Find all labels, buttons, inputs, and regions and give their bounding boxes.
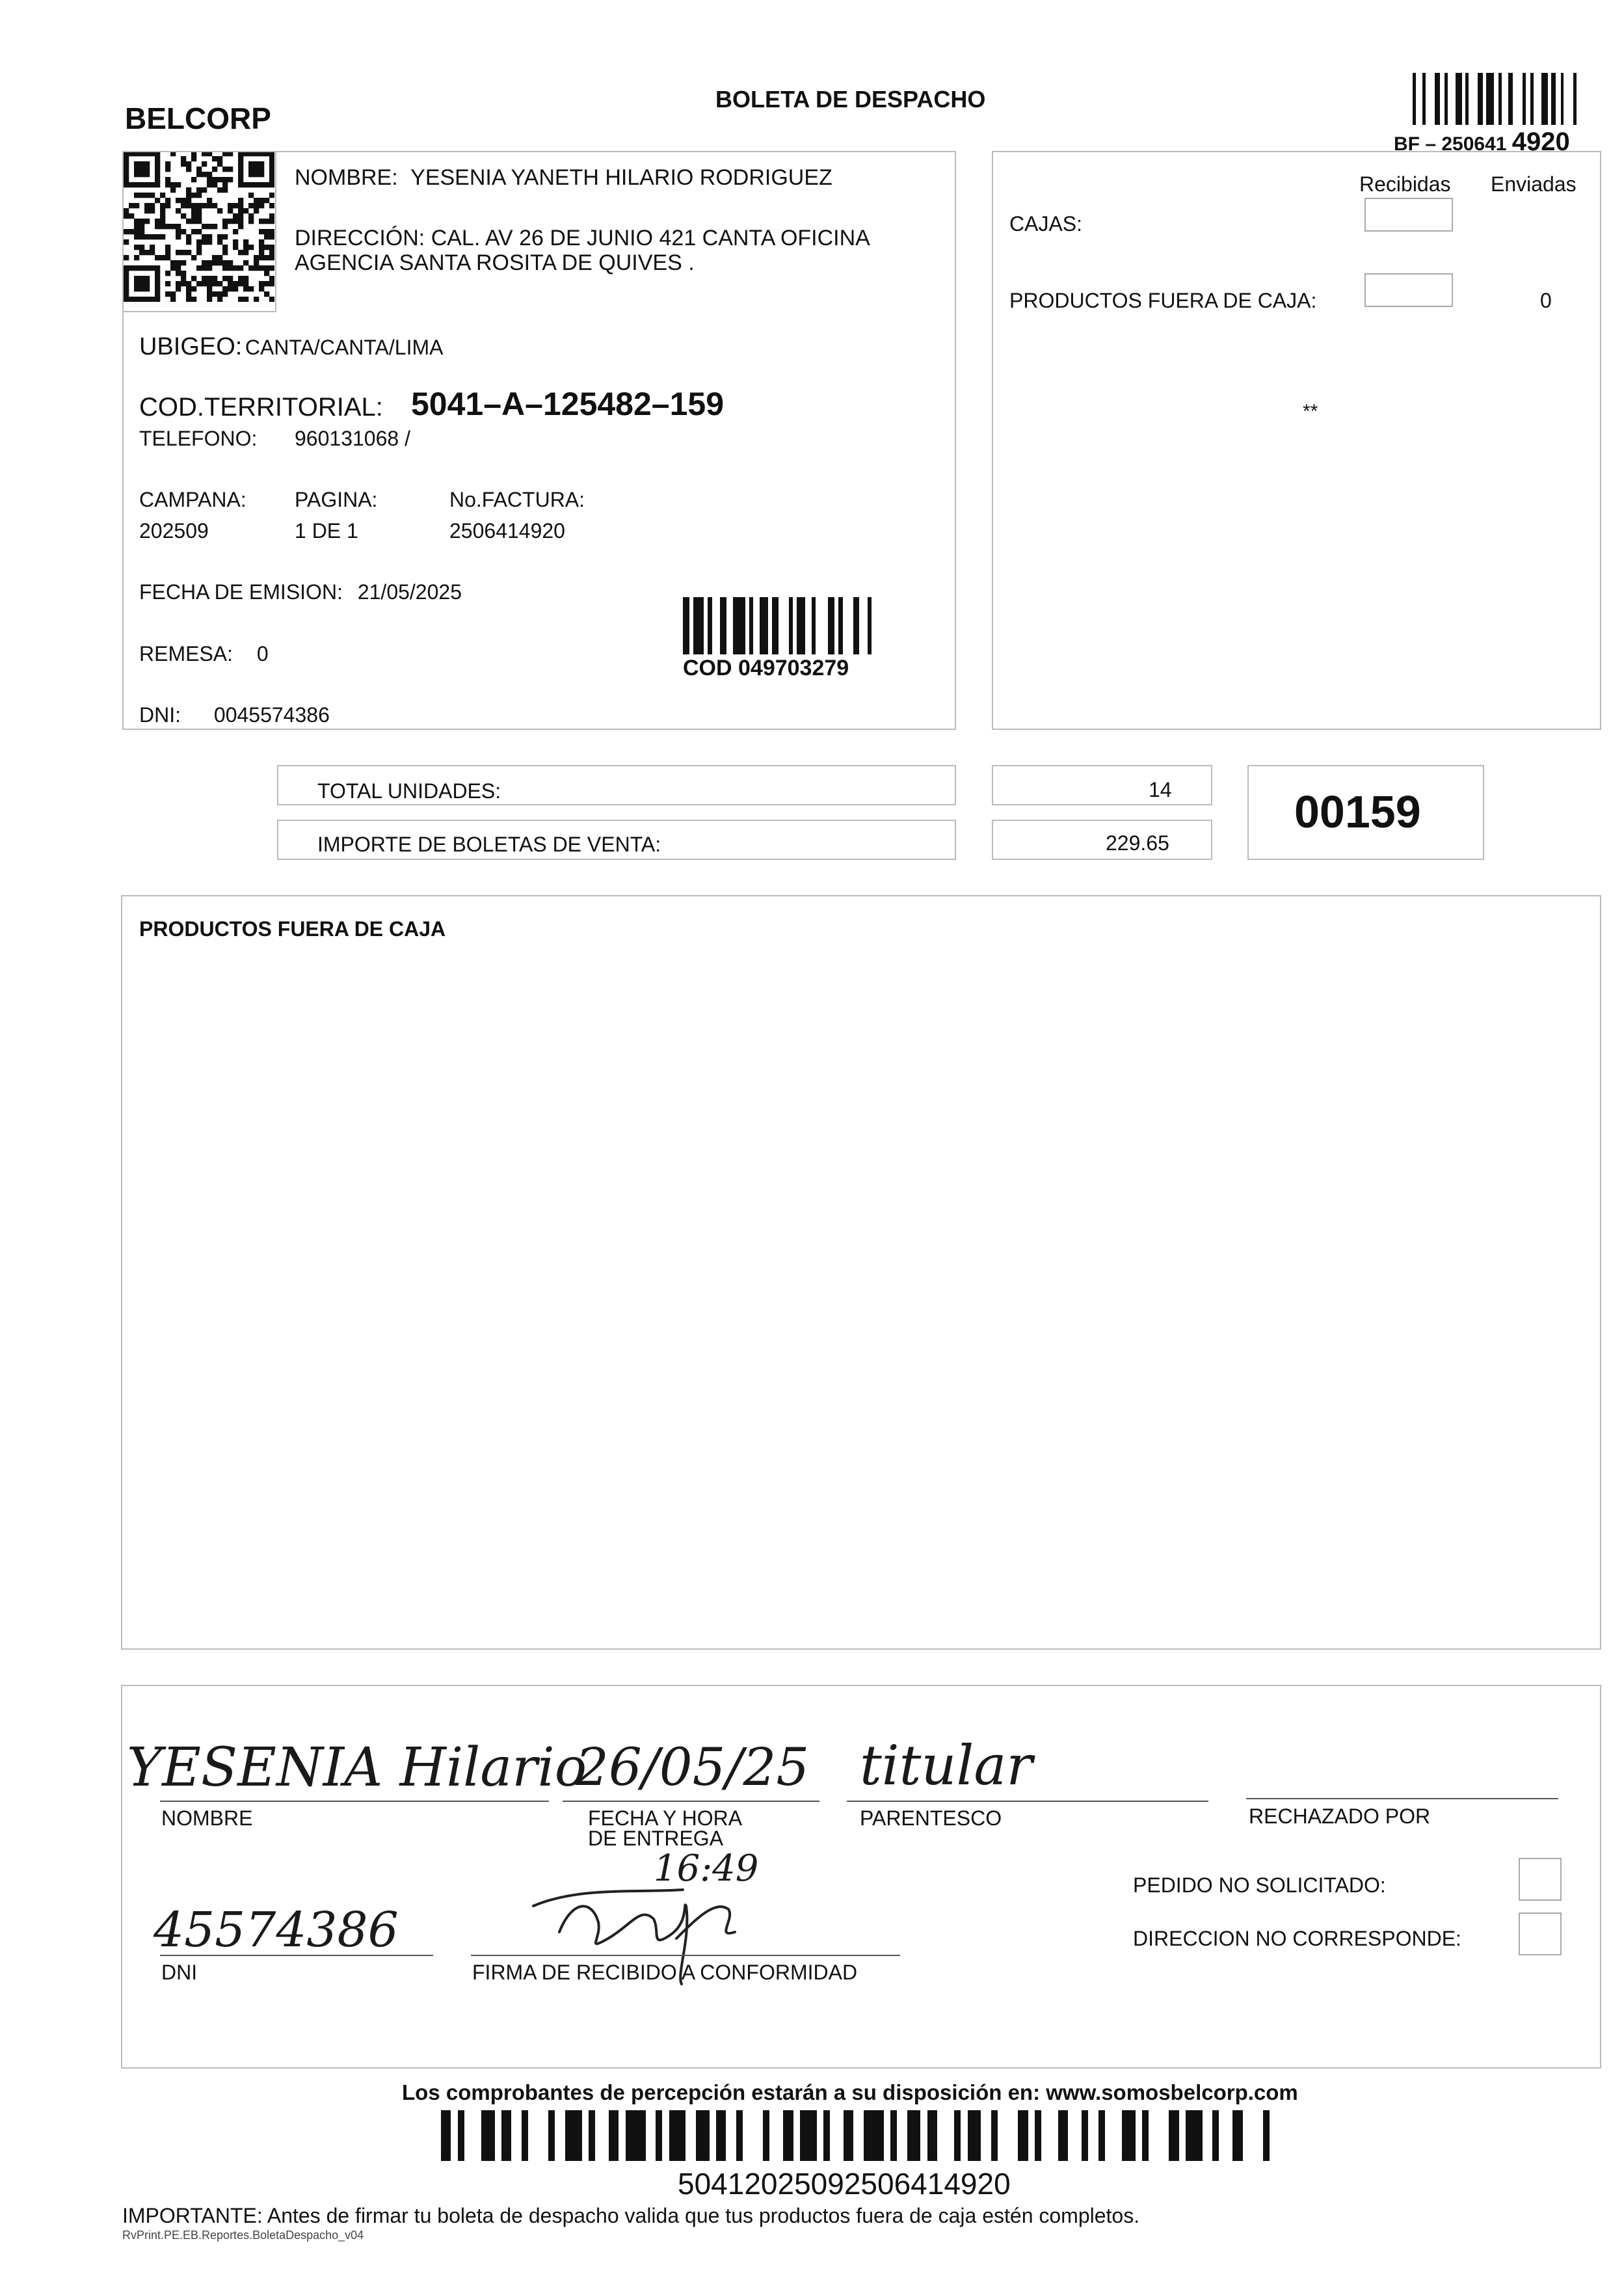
nombre-line — [160, 1801, 549, 1802]
dni-handwritten: 45574386 — [153, 1902, 399, 1958]
firma-label: FIRMA DE RECIBIDO A CONFORMIDAD — [472, 1961, 858, 1984]
parentesco-line — [847, 1801, 1208, 1802]
customer-address — [295, 226, 870, 251]
remesa — [139, 642, 269, 666]
rechazado-line — [1246, 1798, 1558, 1799]
pagina-value: 1 DE 1 — [295, 519, 358, 543]
header-barcode — [1413, 73, 1583, 125]
firma-line — [471, 1955, 900, 1956]
document-number-suffix: 4920 — [1511, 127, 1570, 156]
pagina-label: PAGINA: — [295, 488, 378, 511]
ubigeo-value: CANTA/CANTA/LIMA — [245, 336, 444, 359]
factura-value: 2506414920 — [449, 519, 565, 543]
pedido-no-solicitado-checkbox[interactable] — [1519, 1858, 1562, 1901]
packages-note: ** — [1303, 401, 1318, 422]
report-id: RvPrint.PE.EB.Reportes.BoletaDespacho_v04 — [122, 2229, 364, 2242]
dni-sig-label: DNI — [161, 1961, 198, 1984]
cod-territorial-value: 5041–A–125482–159 — [411, 386, 725, 422]
importe-value-box — [992, 820, 1212, 860]
parentesco-label: PARENTESCO — [860, 1806, 1002, 1830]
dni-label: DNI: — [139, 703, 181, 727]
name-label: NOMBRE: — [295, 165, 398, 190]
importe-value: 229.65 — [1106, 831, 1169, 855]
cajas-recibidas-field[interactable] — [1364, 198, 1453, 232]
importante-text: Antes de firmar tu boleta de despacho valida que tus productos fuera de caja estén completos. — [267, 2204, 1140, 2227]
hora-handwritten: 16:49 — [654, 1847, 759, 1890]
remesa-value: 0 — [256, 642, 269, 665]
cod-territorial-label: COD.TERRITORIAL: — [139, 393, 383, 422]
nombre-handwritten: YESENIA Hilario — [127, 1737, 587, 1799]
fecha-emision — [139, 580, 462, 604]
qr-bottom-divider — [122, 311, 276, 312]
fecha-label-2: DE ENTREGA — [588, 1827, 724, 1850]
fecha-value: 21/05/2025 — [357, 580, 462, 604]
footer-barcode-number: 50412025092506414920 — [678, 2167, 1011, 2201]
brand-name: BELCORP — [125, 101, 271, 135]
footer-notice: Los comprobantes de percepción estarán a su disposición en: www.somosbelcorp.com — [402, 2080, 1298, 2104]
fecha-label-1: FECHA Y HORA — [588, 1806, 743, 1830]
address-line1: CAL. AV 26 DE JUNIO 421 CANTA OFICINA — [431, 226, 870, 250]
cod-barcode — [683, 597, 878, 654]
factura-label: No.FACTURA: — [449, 488, 585, 511]
productos-section-title: PRODUCTOS FUERA DE CAJA — [139, 917, 446, 941]
dni-value: 0045574386 — [213, 703, 330, 727]
pedido-no-solicitado-label: PEDIDO NO SOLICITADO: — [1133, 1873, 1386, 1897]
fecha-label: FECHA DE EMISION: — [139, 580, 343, 604]
direccion-no-corresponde-label: DIRECCION NO CORRESPONDE: — [1133, 1927, 1461, 1950]
big-number: 00159 — [1294, 786, 1421, 837]
telefono-label: TELEFONO: — [139, 427, 258, 450]
cod-barcode-label: COD 049703279 — [683, 656, 849, 680]
fecha-line — [563, 1801, 819, 1802]
qr-divider — [275, 151, 276, 312]
enviadas-header: Enviadas — [1491, 172, 1577, 196]
cajas-label: CAJAS: — [1009, 212, 1083, 235]
campana-label: CAMPANA: — [139, 488, 246, 511]
document-number-prefix: BF – 250641 — [1394, 133, 1507, 155]
ubigeo-label: UBIGEO: — [139, 333, 243, 360]
footer-barcode — [441, 2110, 1280, 2161]
importe-label: IMPORTE DE BOLETAS DE VENTA: — [317, 833, 661, 856]
total-unidades-value-box — [992, 765, 1212, 805]
fecha-handwritten: 26/05/25 — [576, 1737, 810, 1797]
parentesco-handwritten: titular — [860, 1734, 1033, 1797]
total-unidades-label: TOTAL UNIDADES: — [317, 779, 501, 803]
telefono-value: 960131068 / — [295, 427, 410, 450]
address-label: DIRECCIÓN: — [295, 226, 425, 250]
document-title: BOLETA DE DESPACHO — [715, 86, 986, 113]
productos-enviadas-value: 0 — [1540, 289, 1552, 312]
productos-section-box — [121, 895, 1601, 1650]
remesa-label: REMESA: — [139, 642, 233, 665]
productos-fuera-label: PRODUCTOS FUERA DE CAJA: — [1009, 289, 1317, 312]
campana-value: 202509 — [139, 519, 209, 543]
dni-line — [160, 1955, 433, 1956]
customer-name — [295, 165, 832, 191]
name-value: YESENIA YANETH HILARIO RODRIGUEZ — [410, 165, 832, 190]
importante-notice — [122, 2204, 1139, 2228]
ubigeo — [139, 333, 443, 361]
rechazado-label: RECHAZADO POR — [1249, 1804, 1431, 1828]
dni — [139, 703, 330, 727]
nombre-label: NOMBRE — [161, 1806, 253, 1830]
total-unidades-value: 14 — [1149, 778, 1172, 801]
productos-recibidas-field[interactable] — [1364, 273, 1453, 307]
recibidas-header: Recibidas — [1359, 172, 1451, 196]
packages-box — [992, 151, 1601, 730]
direccion-no-corresponde-checkbox[interactable] — [1519, 1912, 1562, 1955]
importante-label: IMPORTANTE: — [122, 2204, 263, 2227]
address-line2: AGENCIA SANTA ROSITA DE QUIVES . — [295, 250, 695, 275]
